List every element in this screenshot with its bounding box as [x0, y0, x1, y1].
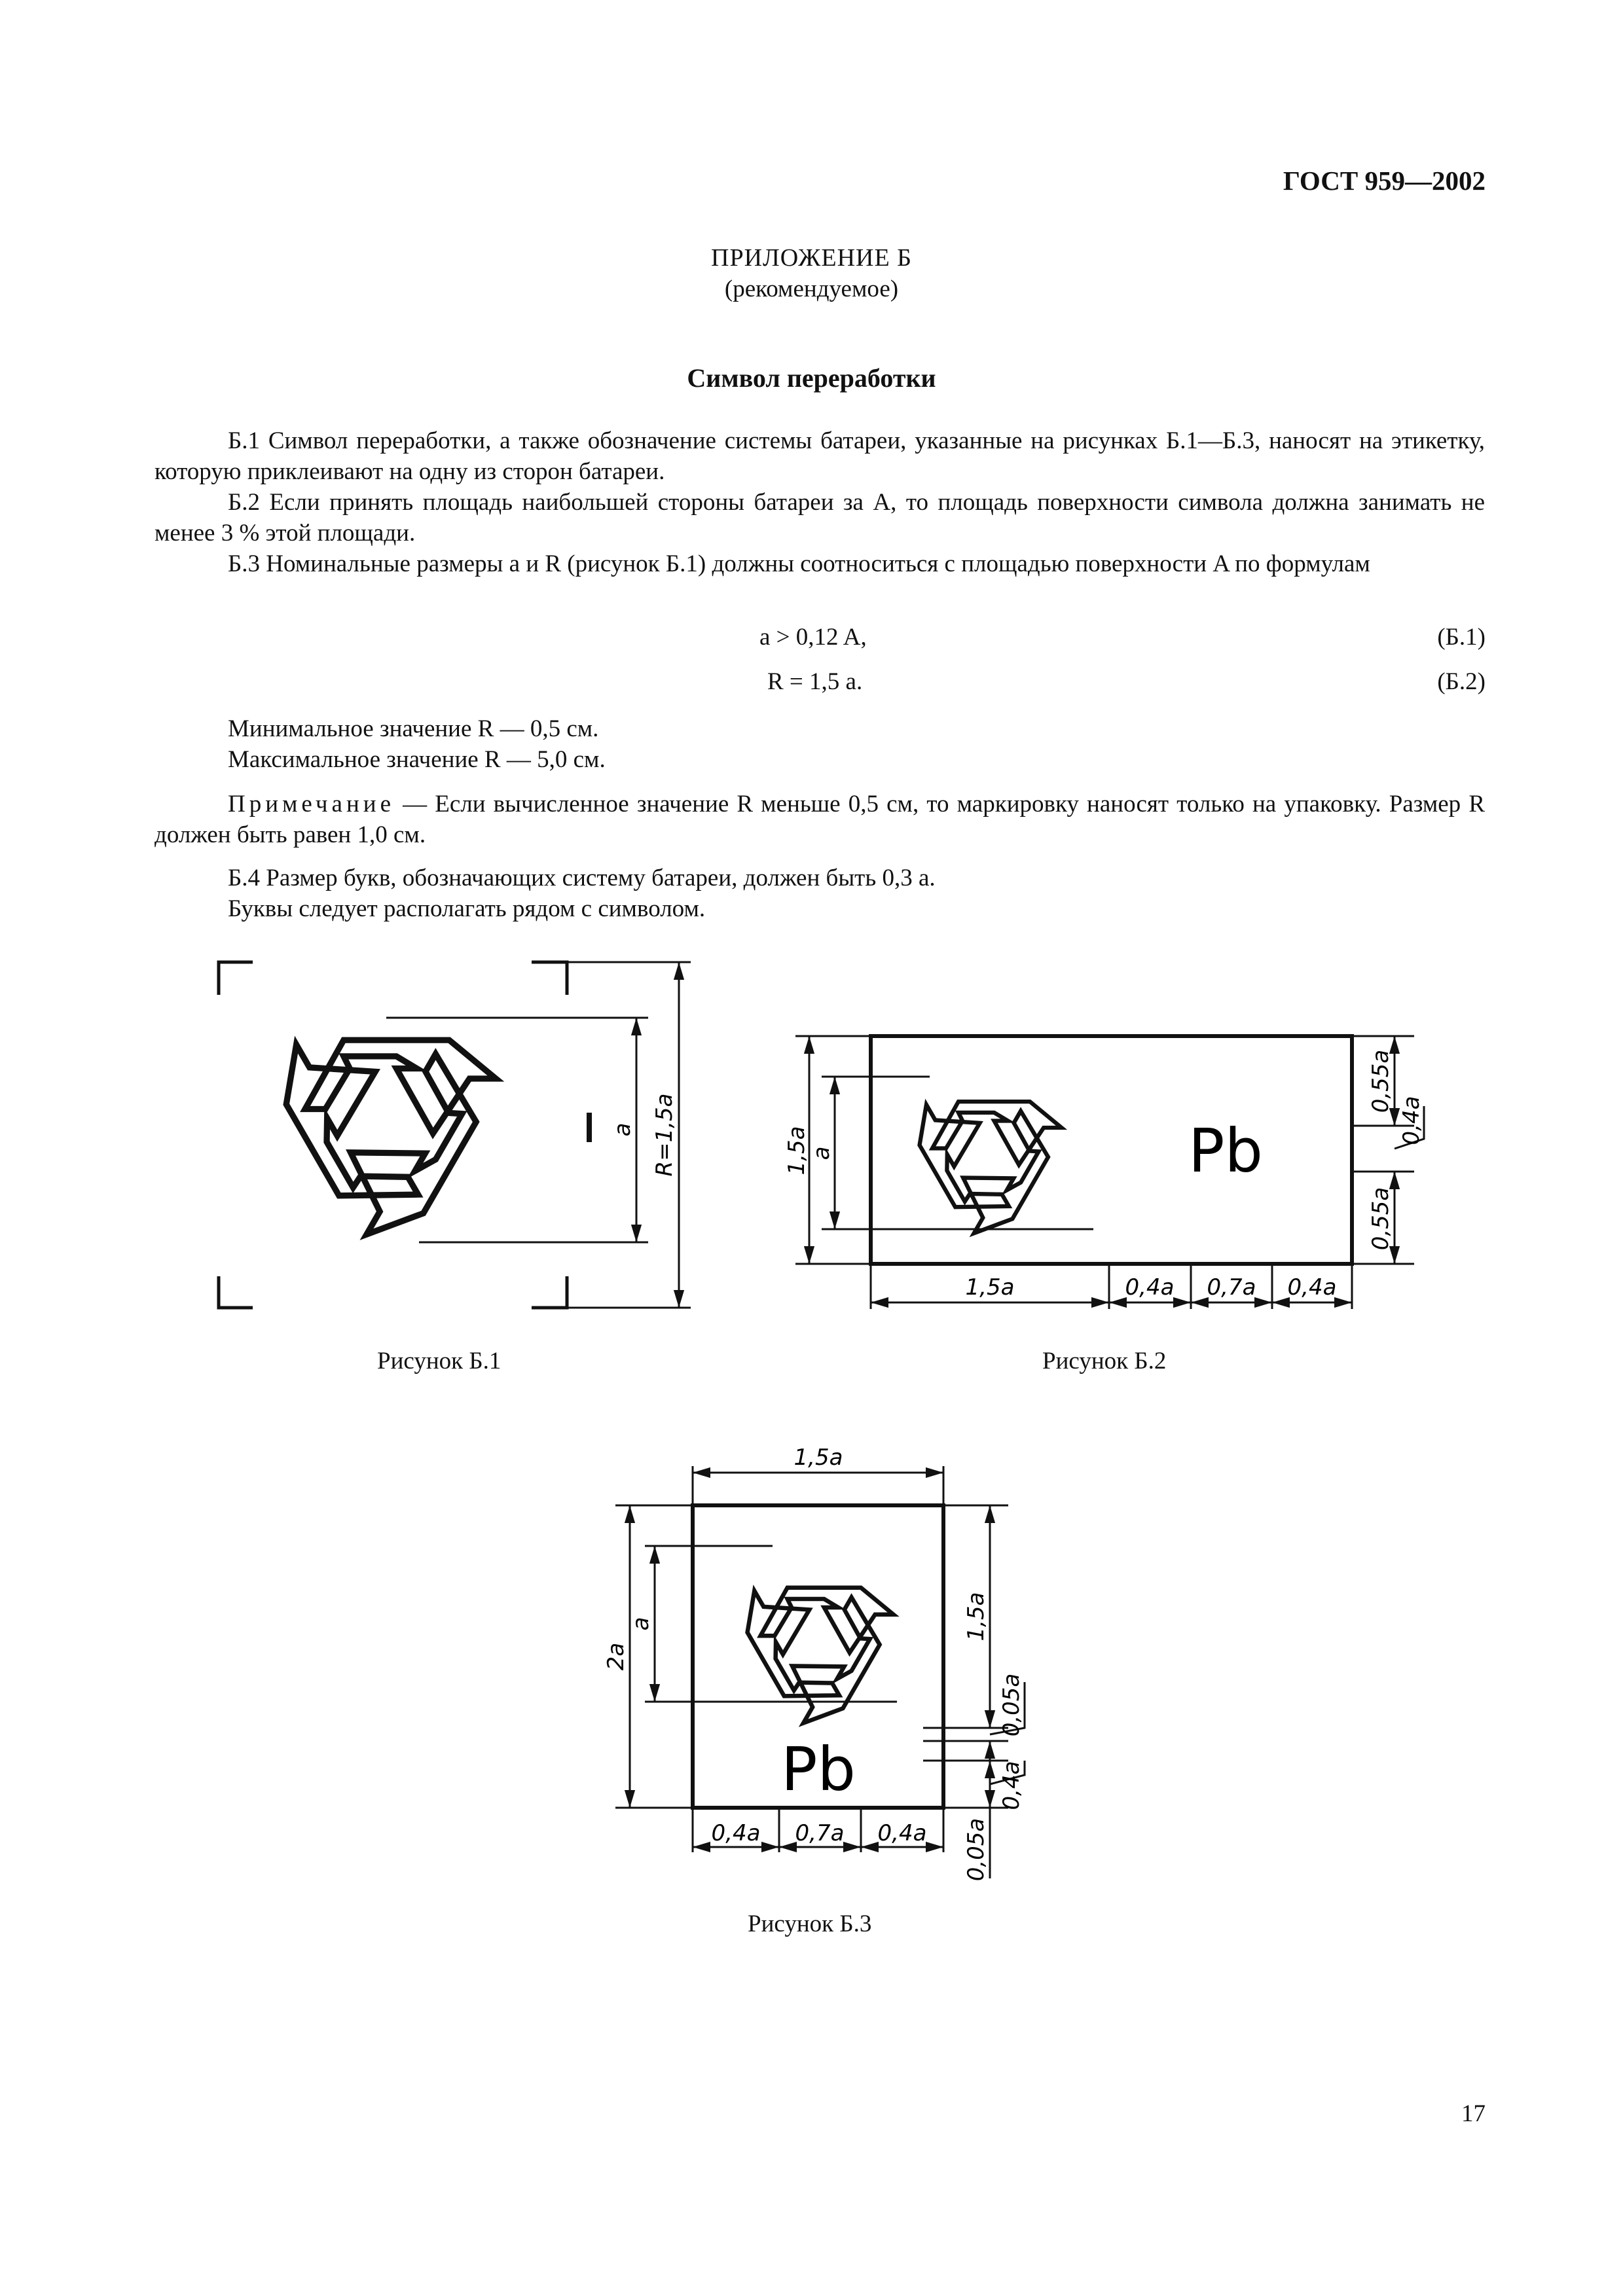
fig3-dim-left-symbol: a	[628, 1617, 654, 1631]
fig3-dim-b1: 0,4a	[711, 1820, 761, 1846]
fig2-dim-r1: 0,55a	[1368, 1049, 1394, 1113]
section-title: Символ переработки	[687, 363, 936, 393]
recycle-symbol	[263, 1017, 496, 1253]
appendix-subtitle: (рекомендуемое)	[724, 276, 899, 302]
max-value: Максимальное значение R — 5,0 см.	[228, 746, 606, 773]
fig3-dim-b2: 0,7a	[795, 1820, 845, 1846]
recycle-symbol	[731, 1571, 894, 1736]
figure-b1	[219, 962, 691, 1308]
fig2-dim-symbol-height: a	[809, 1146, 835, 1160]
figure-b2	[784, 1036, 1425, 1309]
fig2-dim-w3: 0,7a	[1207, 1274, 1256, 1300]
fig2-dim-r3: 0,55a	[1368, 1187, 1394, 1251]
fig3-dim-b3: 0,4a	[877, 1820, 927, 1846]
fig1-caption: Рисунок Б.1	[377, 1348, 501, 1374]
standard-number: ГОСТ 959—2002	[1283, 166, 1486, 196]
paragraph-b2: Б.2 Если принять площадь наибольшей стороны батареи за A, то площадь поверхности символа должна занимать не менее 3 % этой площади.	[155, 489, 1485, 547]
note-text: — Если вычисленное значение R меньше 0,5 см, то маркировку наносят только на упаковку. Размер R должен быть равен 1,0 см.	[155, 791, 1485, 848]
fig2-dim-r2: 0,4a	[1398, 1096, 1425, 1145]
fig3-caption: Рисунок Б.3	[748, 1910, 872, 1937]
fig3-dim-top: 1,5a	[793, 1444, 843, 1471]
figure-b3	[603, 1444, 1025, 1881]
note-label: Примечание	[228, 791, 395, 817]
formula-b1-number: (Б.1)	[1437, 624, 1486, 651]
fig3-dim-left-total: 2a	[603, 1642, 629, 1671]
paragraph-b1: Б.1 Символ переработки, а также обозначение системы батареи, указанные на рисунках Б.1—Б.3, наносят на этикетку, которую приклеивают на одну из сторон батареи.	[155, 427, 1485, 485]
fig3-dimension-lines	[615, 1466, 1025, 1878]
fig3-dim-letters: 0,4a	[998, 1761, 1025, 1810]
fig3-dim-gap-upper: 0,05a	[998, 1673, 1025, 1737]
recycle-symbol	[903, 1086, 1061, 1246]
paragraph-b4: Б.4 Размер букв, обозначающих систему батареи, должен быть 0,3 a.	[228, 865, 936, 891]
fig3-dim-gap-lower: 0,05a	[963, 1818, 989, 1882]
fig2-dim-w4: 0,4a	[1287, 1274, 1337, 1300]
appendix-title: ПРИЛОЖЕНИЕ Б	[711, 244, 912, 272]
paragraph-b3: Б.3 Номинальные размеры a и R (рисунок Б.1) должны соотноситься с площадью поверхности A по формулам	[228, 550, 1370, 577]
min-value: Минимальное значение R — 0,5 см.	[228, 715, 599, 742]
fig2-caption: Рисунок Б.2	[1042, 1348, 1167, 1374]
fig1-dim-r: R=1,5a	[651, 1093, 678, 1177]
fig1-dim-a: a	[610, 1122, 636, 1137]
formula-b2-number: (Б.2)	[1437, 668, 1486, 695]
fig3-dim-right-upper: 1,5a	[963, 1592, 989, 1641]
fig2-dim-total-height: 1,5a	[784, 1126, 810, 1175]
frame-corners	[219, 962, 567, 1308]
fig2-pb-label: Pb	[1188, 1116, 1263, 1186]
fig2-dim-w2: 0,4a	[1125, 1274, 1175, 1300]
fig2-dimension-lines	[795, 1036, 1424, 1309]
page-number: 17	[1461, 2100, 1486, 2127]
formula-b1: a > 0,12 A,	[759, 624, 867, 651]
fig3-pb-label: Pb	[781, 1734, 856, 1804]
fig2-dim-w1: 1,5a	[965, 1274, 1015, 1300]
formula-b2: R = 1,5 a.	[767, 668, 863, 695]
paragraph-b4-line2: Буквы следует располагать рядом с символом.	[228, 895, 706, 922]
